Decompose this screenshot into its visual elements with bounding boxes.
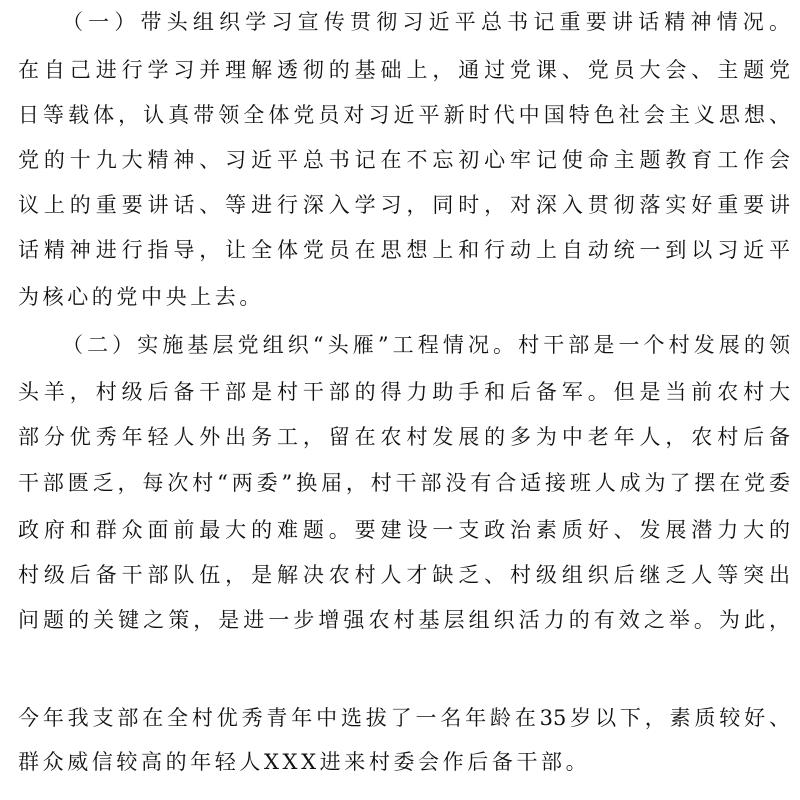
paragraph-line: 群众威信较高的年轻人XXX进来村委会作后备干部。 [18, 750, 591, 774]
paragraph-line: 议上的重要讲话、等进行深入学习，同时，对深入贯彻落实好重要讲 [18, 193, 790, 217]
paragraph-line: 为核心的党中央上去。 [18, 285, 264, 309]
paragraph-line: 今年我支部在全村优秀青年中选拔了一名年龄在35岁以下，素质较好、 [18, 706, 790, 730]
paragraph-line: 党的十九大精神、习近平总书记在不忘初心牢记使命主题教育工作会 [18, 148, 790, 172]
paragraph-line: 部分优秀年轻人外出务工，留在农村发展的多为中老年人，农村后备 [18, 425, 790, 449]
section-heading-1: （一）带头组织学习宣传贯彻习近平总书记重要讲话精神情况。 [62, 10, 790, 34]
paragraph-line: 干部匮乏，每次村“两委”换届，村干部没有合适接班人成为了摆在党委 [18, 471, 790, 495]
paragraph-line: 政府和群众面前最大的难题。要建设一支政治素质好、发展潜力大的 [18, 518, 790, 542]
paragraph-line: 日等载体，认真带领全体党员对习近平新时代中国特色社会主义思想、 [18, 103, 790, 127]
paragraph-line: 话精神进行指导，让全体党员在思想上和行动上自动统一到以习近平 [18, 238, 790, 262]
paragraph-line: 头羊，村级后备干部是村干部的得力助手和后备军。但是当前农村大 [18, 380, 790, 404]
paragraph-line: 问题的关键之策，是进一步增强农村基层组织活力的有效之举。为此， [18, 608, 790, 632]
paragraph-line: 在自己进行学习并理解透彻的基础上，通过党课、党员大会、主题党 [18, 58, 790, 82]
paragraph-line: 村级后备干部队伍，是解决农村人才缺乏、村级组织后继乏人等突出 [18, 563, 790, 587]
section-heading-2: （二）实施基层党组织“头雁”工程情况。村干部是一个村发展的领 [62, 333, 790, 357]
